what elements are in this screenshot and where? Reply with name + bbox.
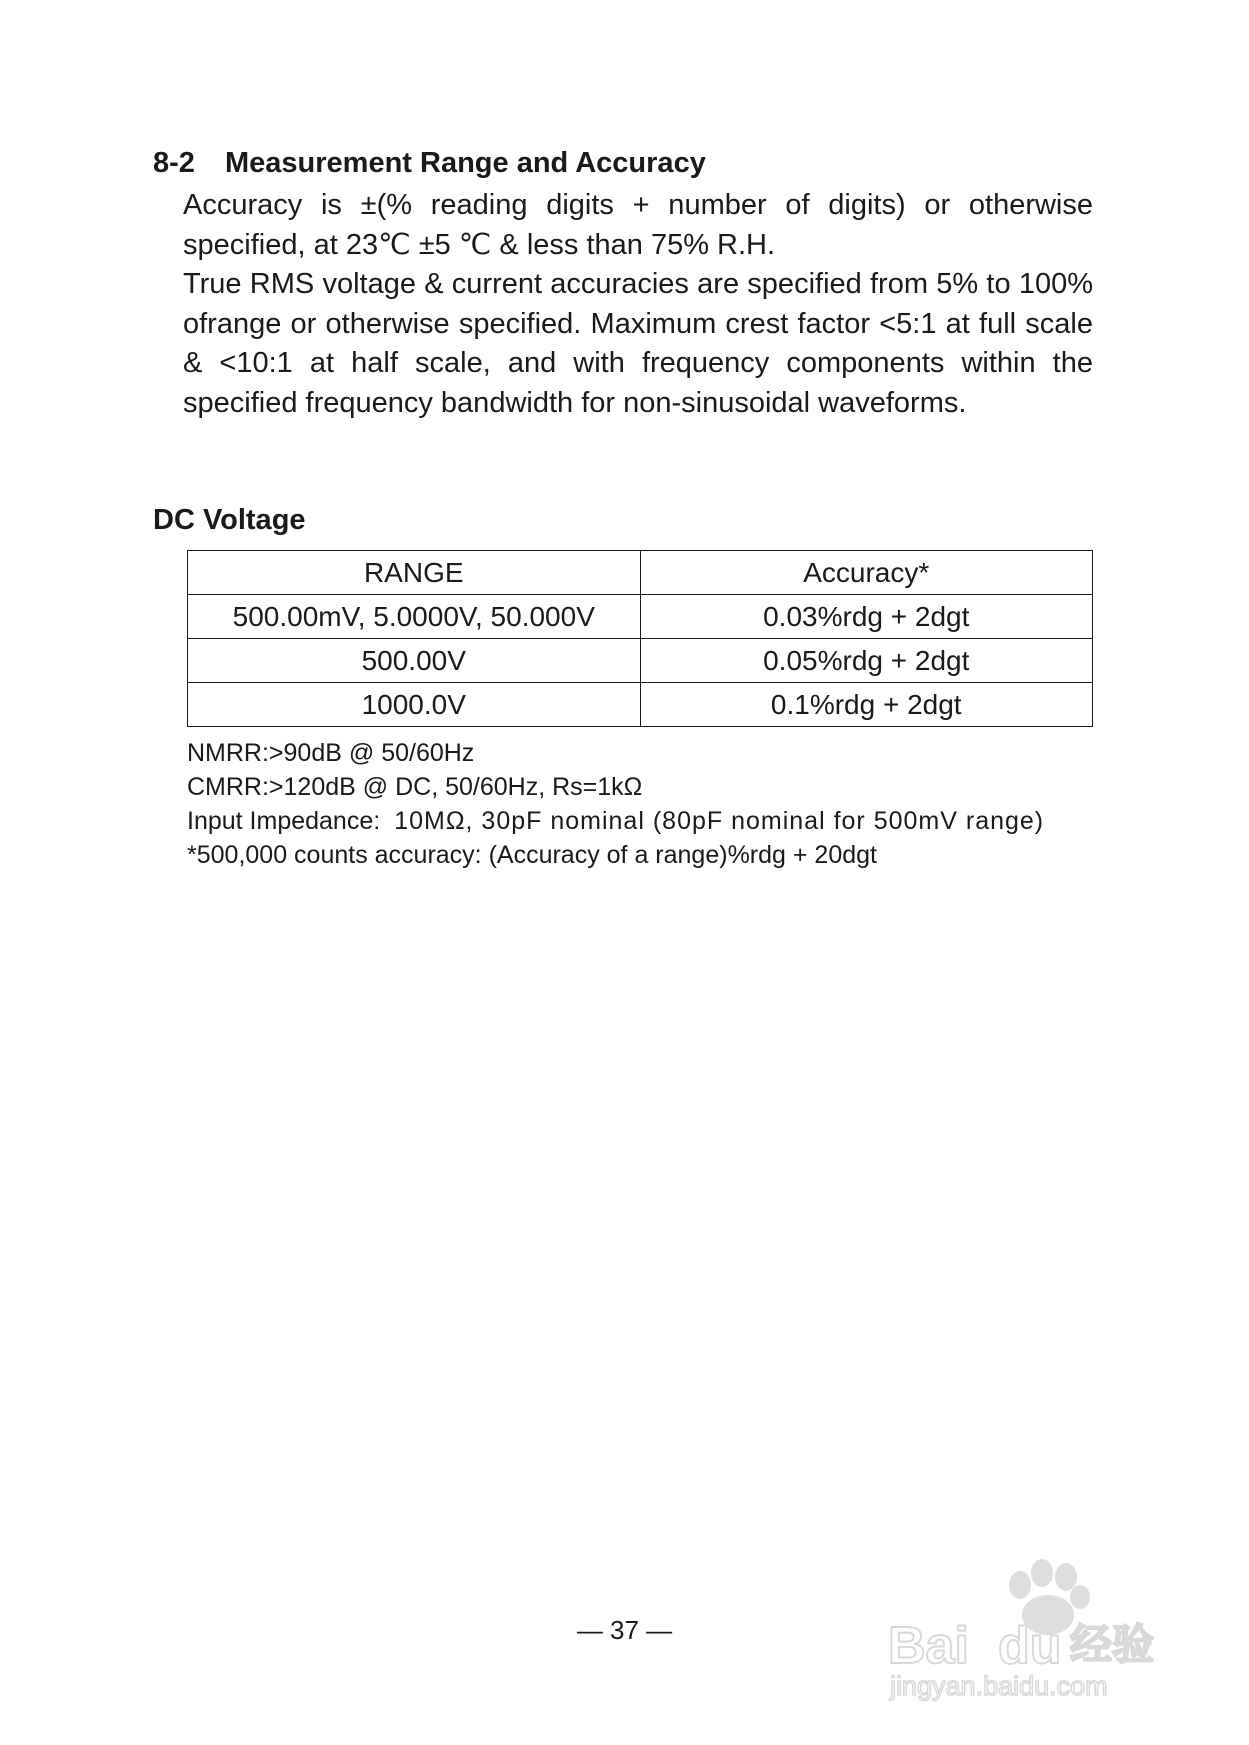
watermark-brand-right: du bbox=[998, 1617, 1062, 1675]
accuracy-definition-paragraph: Accuracy is ±(% reading digits + number of digits) or otherwise specified, at 23℃ ±5 ℃ & less than 75% R.H. bbox=[183, 189, 1093, 261]
accuracy-cell: 0.03%rdg + 2dgt bbox=[640, 595, 1093, 639]
baidu-jingyan-watermark bbox=[880, 1545, 1180, 1705]
table-row bbox=[188, 683, 1093, 727]
table-row bbox=[188, 595, 1093, 639]
input-impedance-label: Input Impedance: bbox=[187, 807, 381, 835]
page-number: — 37 — bbox=[576, 1615, 673, 1645]
dc-voltage-table bbox=[187, 550, 1093, 727]
range-cell: 500.00mV, 5.0000V, 50.000V bbox=[188, 595, 641, 639]
section-title: Measurement Range and Accuracy bbox=[225, 147, 706, 179]
table-header-row bbox=[188, 551, 1093, 595]
watermark-brand-left: Bai bbox=[888, 1617, 969, 1675]
true-rms-paragraph: True RMS voltage & current accuracies are specified from 5% to 100% ofrange or otherwise specified. Maximum crest factor <5:1 at full scale & <10:1 at half scale, and with frequency components within the specified frequency bandwidth for non-sinusoidal waveforms. bbox=[183, 268, 1093, 419]
dc-voltage-heading: DC Voltage bbox=[153, 504, 306, 536]
range-column-header: RANGE bbox=[188, 551, 641, 595]
range-cell: 500.00V bbox=[188, 639, 641, 683]
range-cell: 1000.0V bbox=[188, 683, 641, 727]
section-heading bbox=[153, 147, 706, 180]
accuracy-column-header: Accuracy* bbox=[640, 551, 1093, 595]
section-number: 8-2 bbox=[153, 147, 195, 179]
input-impedance-value: 10MΩ, 30pF nominal (80pF nominal for 500mV range) bbox=[394, 807, 1045, 835]
watermark-brand-cn: 经验 bbox=[1070, 1620, 1155, 1669]
table-row bbox=[188, 639, 1093, 683]
accuracy-cell: 0.05%rdg + 2dgt bbox=[640, 639, 1093, 683]
counts-accuracy-note: *500,000 counts accuracy: (Accuracy of a range)%rdg + 20dgt bbox=[187, 841, 877, 869]
accuracy-cell: 0.1%rdg + 2dgt bbox=[640, 683, 1093, 727]
input-impedance-note bbox=[187, 804, 1093, 838]
dc-voltage-notes bbox=[187, 736, 1093, 872]
cmrr-note: CMRR:>120dB @ DC, 50/60Hz, Rs=1kΩ bbox=[187, 773, 643, 801]
watermark-url: jingyan.baidu.com bbox=[890, 1671, 1108, 1701]
nmrr-note: NMRR:>90dB @ 50/60Hz bbox=[187, 739, 475, 767]
